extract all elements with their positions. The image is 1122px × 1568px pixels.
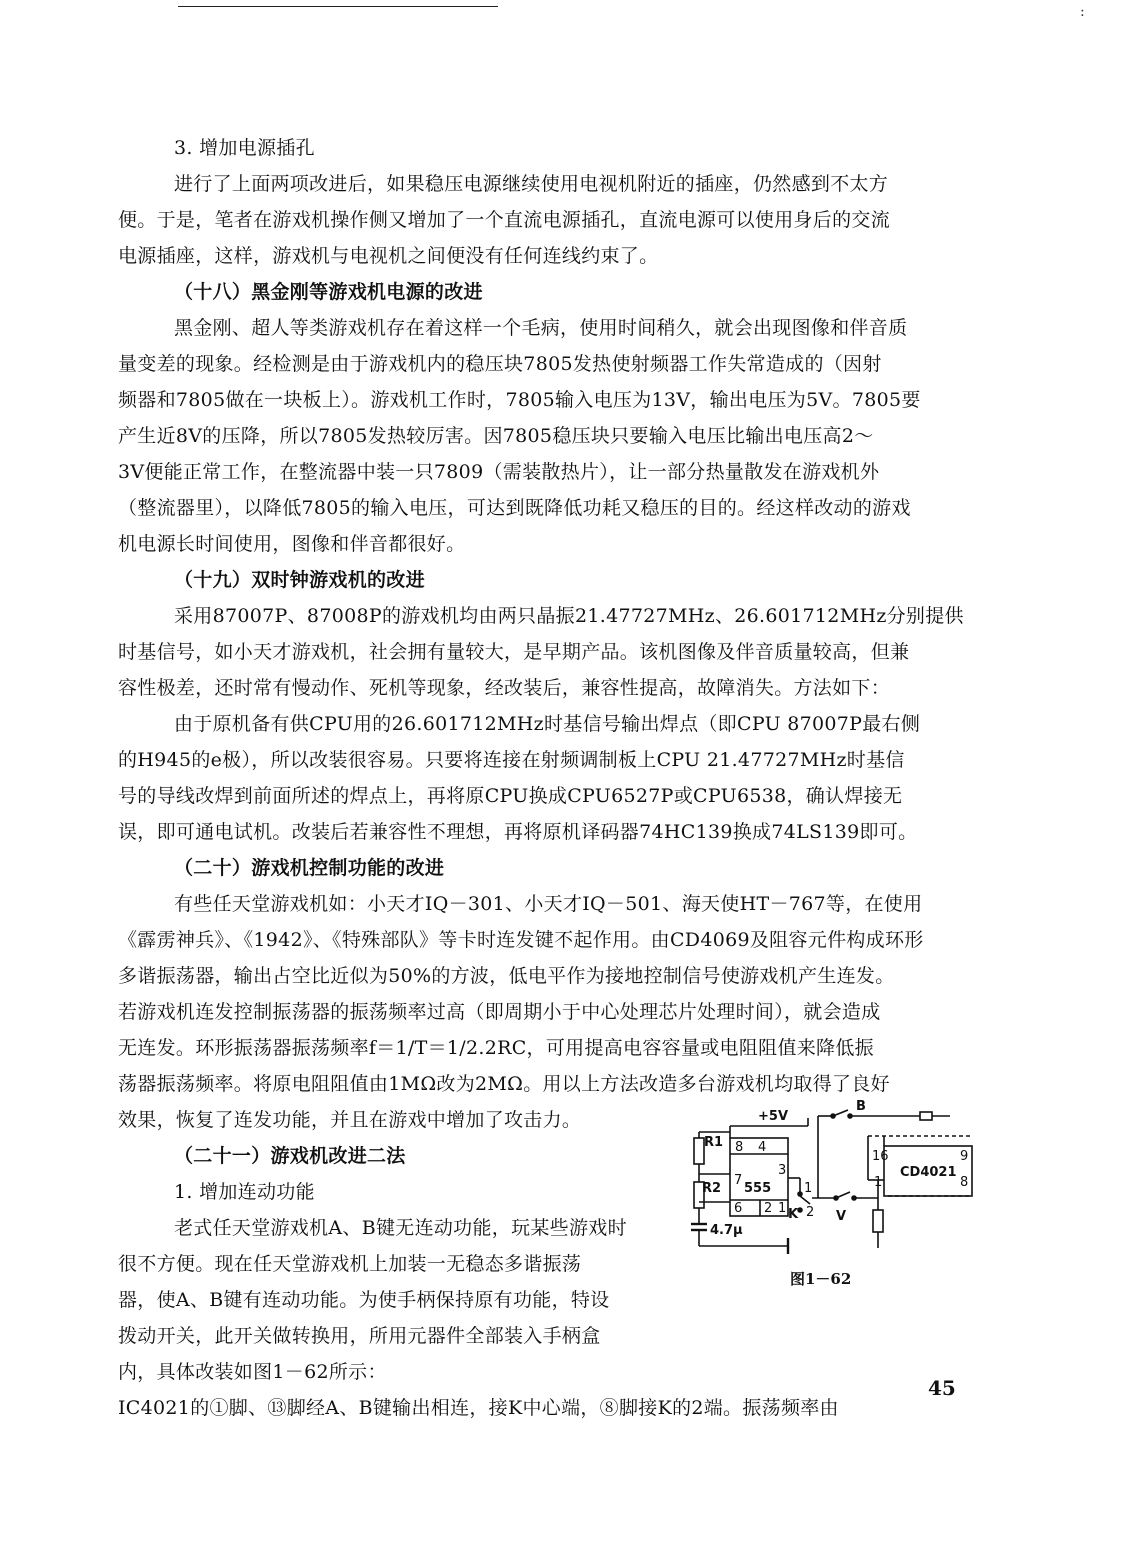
paragraph-line: 拨动开关，此开关做转换用，所用元器件全部装入手柄盒 [118, 1325, 601, 1347]
section-heading: （二十一）游戏机改进二法 [174, 1145, 406, 1167]
pin-label: 4 [758, 1140, 767, 1155]
paragraph-line: 便。于是，笔者在游戏机操作侧又增加了一个直流电源插孔，直流电源可以使用身后的交流 [118, 209, 891, 231]
paragraph-line: 荡器振荡频率。将原电阻阻值由1MΩ改为2MΩ。用以上方法改造多台游戏机均取得了良好 [118, 1073, 890, 1095]
paragraph-line: 3V便能正常工作，在整流器中装一只7809（需装散热片），让一部分热量散发在游戏机外 [118, 461, 880, 483]
pin-label: 6 [734, 1201, 743, 1216]
paragraph-line: 进行了上面两项改进后，如果稳压电源继续使用电视机附近的插座，仍然感到不太方 [174, 173, 889, 195]
paragraph-line: 采用87007P、87008P的游戏机均由两只晶振21.47727MHz、26.601712MHz分别提供 [174, 605, 964, 627]
paragraph-line: 黑金刚、超人等类游戏机存在着这样一个毛病，使用时间稍久，就会出现图像和伴音质 [174, 317, 908, 339]
contact-dot [852, 1196, 856, 1200]
pin-label: 8 [960, 1175, 969, 1190]
paragraph-line: 有些任天堂游戏机如：小天才IQ－301、小天才IQ－501、海天使HT－767等，在使用 [174, 893, 923, 915]
paragraph-line: 号的导线改焊到前面所述的焊点上，再将原CPU换成CPU6527P或CPU6538，确认焊接无 [118, 785, 903, 807]
paragraph-line: IC4021的①脚、⑬脚经A、B键输出相连，接K中心端，⑧脚接K的2端。振荡频率由 [118, 1397, 839, 1419]
paragraph-line: 若游戏机连发控制振荡器的振荡频率过高（即周期小于中心处理芯片处理时间），就会造成 [118, 1001, 881, 1023]
paragraph-line: 的H945的e极），所以改装很容易。只要将连接在射频调制板上CPU 21.47727MHz时基信 [118, 749, 905, 771]
circuit-diagram [688, 1098, 978, 1288]
switch-pin: 1 [804, 1181, 813, 1196]
pin-label: 2 [764, 1201, 773, 1216]
switch-pin: 2 [806, 1205, 815, 1220]
label-v: V [836, 1209, 847, 1224]
paragraph-line: 由于原机备有供CPU用的26.601712MHz时基信号输出焊点（即CPU 87007P最右侧 [174, 713, 921, 735]
section-heading: （二十）游戏机控制功能的改进 [174, 857, 445, 879]
paragraph-line: （整流器里），以降低7805的输入电压，可达到既降低功耗又稳压的目的。经这样改动的游戏 [118, 497, 911, 519]
paragraph-line: 容性极差，还时常有慢动作、死机等现象，经改装后，兼容性提高，故障消失。方法如下： [118, 677, 891, 699]
contact-dot [798, 1192, 802, 1196]
contact-dot [798, 1208, 802, 1212]
pin-label: 1 [778, 1201, 787, 1216]
paragraph-line: 无连发。环形振荡器振荡频率f＝1/T＝1/2.2RC，可用提高电容容量或电阻阻值来降低振 [118, 1037, 874, 1059]
paragraph-line: 器，使A、B键有连动功能。为使手柄保持原有功能，特设 [118, 1289, 610, 1311]
pin-label: 7 [734, 1173, 743, 1188]
paragraph-line: 频器和7805做在一块板上）。游戏机工作时，7805输入电压为13V，输出电压为5V。7805要 [118, 389, 921, 411]
connector [920, 1112, 932, 1120]
ic555-label: 555 [744, 1181, 772, 1196]
pin-label: 3 [778, 1163, 787, 1178]
scan-edge-line [178, 6, 498, 7]
section-heading: （十八）黑金刚等游戏机电源的改进 [174, 281, 483, 303]
pin-label: 9 [960, 1149, 969, 1164]
paragraph-line: 时基信号，如小天才游戏机，社会拥有量较大，是早期产品。该机图像及伴音质量较高，但兼 [118, 641, 910, 663]
pin-label: 1 [874, 1175, 883, 1190]
pin-label: 8 [735, 1140, 744, 1155]
resistor [873, 1210, 883, 1232]
sub-heading: 1. 增加连动功能 [174, 1181, 315, 1203]
cd4021-label: CD4021 [900, 1165, 957, 1180]
paragraph-line: 量变差的现象。经检测是由于游戏机内的稳压块7805发热使射频器工作失常造成的（因射 [118, 353, 882, 375]
paragraph-line: 《霹雳神兵》、《1942》、《特殊部队》等卡时连发键不起作用。由CD4069及阻容元件构成环形 [118, 929, 924, 951]
pin-label: 16 [872, 1149, 889, 1164]
section-heading: （十九）双时钟游戏机的改进 [174, 569, 425, 591]
paragraph-line: 电源插座，这样，游戏机与电视机之间便没有任何连线约束了。 [118, 245, 659, 267]
paragraph-line: 误，即可通电试机。改装后若兼容性不理想，再将原机译码器74HC139换成74LS139即可。 [118, 821, 918, 843]
key-b-label: B [856, 1099, 866, 1114]
switch-k-label: K [788, 1207, 799, 1222]
paragraph-line: 很不方便。现在任天堂游戏机上加装一无稳态多谐振荡 [118, 1253, 582, 1275]
contact-dot [831, 1114, 835, 1118]
paragraph-line: 多谐振荡器，输出占空比近似为50%的方波，低电平作为接地控制信号使游戏机产生连发。 [118, 965, 895, 987]
cap-label: 4.7μ [710, 1223, 743, 1238]
figure-caption: 图1－62 [790, 1270, 852, 1288]
r2-label: R2 [702, 1181, 722, 1196]
resistor-r1 [694, 1138, 704, 1164]
switch-k [800, 1196, 810, 1204]
page-number: 45 [928, 1376, 956, 1400]
paragraph-line: 产生近8V的压降，所以7805发热较厉害。因7805稳压块只要输入电压比输出电压高2～ [118, 425, 874, 447]
circuit-schematic [688, 1098, 978, 1268]
switch-v [836, 1192, 850, 1198]
supply-label: +5V [758, 1109, 788, 1124]
paragraph-line: 内，具体改装如图1－62所示： [118, 1361, 387, 1383]
paragraph-line: 老式任天堂游戏机A、B键无连动功能，玩某些游戏时 [174, 1217, 627, 1239]
section-heading: 3. 增加电源插孔 [174, 137, 315, 159]
contact-dot [848, 1114, 852, 1118]
paragraph-line: 效果，恢复了连发功能，并且在游戏中增加了攻击力。 [118, 1109, 582, 1131]
paragraph-line: 机电源长时间使用，图像和伴音都很好。 [118, 533, 466, 555]
r1-label: R1 [704, 1135, 724, 1150]
scan-mark: : [1080, 4, 1085, 20]
